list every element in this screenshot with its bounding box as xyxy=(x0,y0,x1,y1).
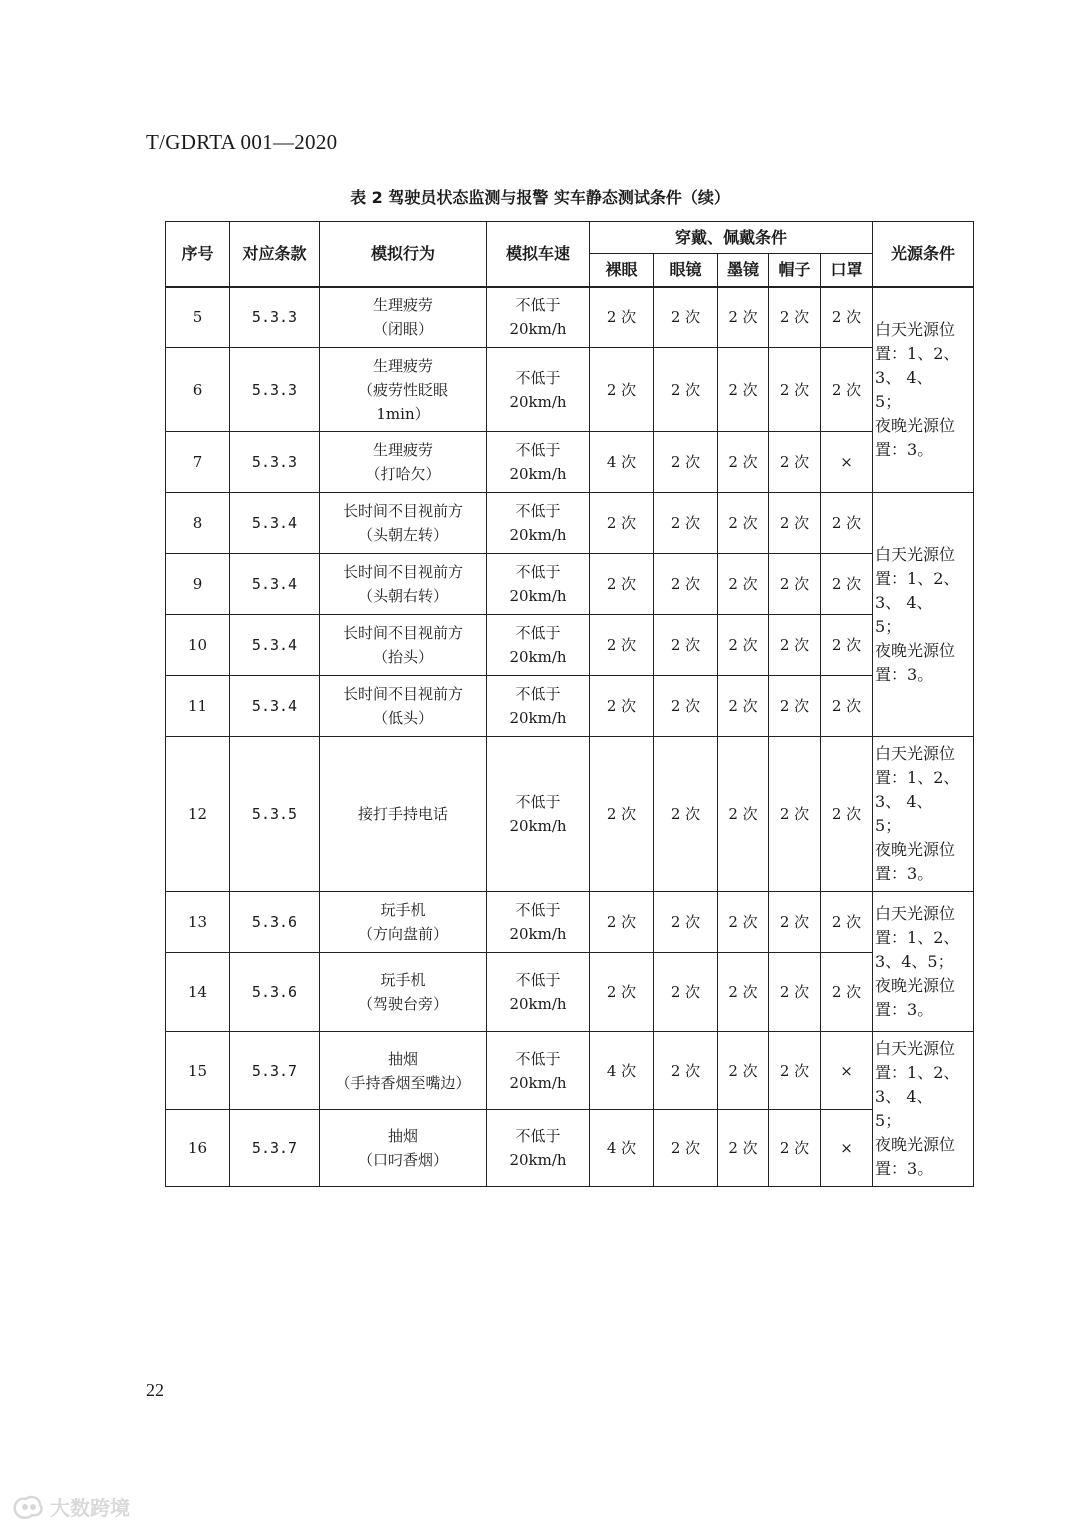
cell-behavior-line: 玩手机 xyxy=(380,971,426,989)
document-code: T/GDRTA 001—2020 xyxy=(146,130,338,154)
watermark-text: 大数跨境 xyxy=(50,1496,130,1520)
cell-wear-hat: 2 次 xyxy=(769,493,821,554)
table-title: 表 2 驾驶员状态监测与报警 实车静态测试条件（续） xyxy=(350,188,730,207)
cell-wear-sunglasses: 2 次 xyxy=(718,432,769,493)
header-wear-mask: 口罩 xyxy=(821,254,873,287)
cell-speed-line: 20km/h xyxy=(509,648,567,666)
cell-speed-line: 20km/h xyxy=(509,995,567,1013)
table-row xyxy=(166,493,974,554)
cell-behavior-line: 接打手持电话 xyxy=(357,805,448,823)
cell-wear-mask: 2 次 xyxy=(821,348,873,432)
cell-speed-line: 不低于 xyxy=(515,624,561,642)
cell-wear-glasses: 2 次 xyxy=(654,287,718,348)
cell-behavior xyxy=(320,348,487,432)
cell-wear-glasses: 2 次 xyxy=(654,554,718,615)
cell-behavior xyxy=(320,554,487,615)
cell-behavior xyxy=(320,615,487,676)
header-speed: 模拟车速 xyxy=(487,222,590,287)
cell-behavior xyxy=(320,953,487,1032)
cell-clause: 5.3.4 xyxy=(230,615,320,676)
cell-wear-naked-eye: 2 次 xyxy=(590,287,654,348)
cell-seq: 13 xyxy=(166,892,230,953)
cell-wear-sunglasses: 2 次 xyxy=(718,737,769,892)
cell-behavior-line: （驾驶台旁） xyxy=(357,995,448,1013)
cell-behavior-line: （手持香烟至嘴边） xyxy=(335,1073,471,1092)
cell-behavior-line: 生理疲劳 xyxy=(372,296,433,315)
test-conditions-table xyxy=(165,221,974,1187)
cell-speed-line: 不低于 xyxy=(515,1049,561,1068)
cell-speed xyxy=(487,493,590,554)
cell-speed xyxy=(487,348,590,432)
cell-speed xyxy=(487,287,590,348)
header-wear-hat: 帽子 xyxy=(769,254,821,287)
cell-wear-hat: 2 次 xyxy=(769,1032,821,1110)
cell-clause: 5.3.3 xyxy=(230,348,320,432)
cell-seq: 15 xyxy=(166,1032,230,1110)
cell-light-condition-line: 白天光源位 xyxy=(875,1039,956,1058)
cell-behavior-line: （低头） xyxy=(372,709,433,727)
header-wear-sunglasses: 墨镜 xyxy=(718,254,769,287)
cell-behavior xyxy=(320,1032,487,1110)
cell-light-condition-line: 置：3。 xyxy=(875,864,934,883)
cell-wear-sunglasses: 2 次 xyxy=(718,892,769,953)
cell-behavior xyxy=(320,892,487,953)
cell-wear-naked-eye: 2 次 xyxy=(590,953,654,1032)
cell-light-condition xyxy=(873,737,974,892)
cell-seq: 5 xyxy=(166,287,230,348)
table-row xyxy=(166,1110,974,1187)
cell-light-condition-line: 白天光源位 xyxy=(875,744,956,763)
table-row xyxy=(166,554,974,615)
cell-wear-naked-eye: 4 次 xyxy=(590,1110,654,1187)
cell-wear-mask: 2 次 xyxy=(821,615,873,676)
cell-wear-sunglasses: 2 次 xyxy=(718,615,769,676)
header-clause: 对应条款 xyxy=(230,222,320,287)
cell-light-condition-line: 3、 4、 xyxy=(875,1087,933,1106)
cell-light-condition-line: 3、 4、 xyxy=(875,367,933,387)
cell-behavior-line: 生理疲劳 xyxy=(372,441,433,459)
cell-wear-mask: 2 次 xyxy=(821,892,873,953)
cell-behavior-line: （方向盘前） xyxy=(357,925,448,943)
cell-behavior-line: （疲劳性眨眼 xyxy=(357,380,448,399)
cell-behavior-line: 生理疲劳 xyxy=(372,356,433,375)
cell-wear-sunglasses: 2 次 xyxy=(718,287,769,348)
cell-wear-sunglasses: 2 次 xyxy=(718,1032,769,1110)
table-row xyxy=(166,348,974,432)
cell-speed-line: 20km/h xyxy=(509,1073,567,1092)
cell-seq: 8 xyxy=(166,493,230,554)
cell-wear-mask: × xyxy=(821,1032,873,1110)
cell-wear-glasses: 2 次 xyxy=(654,432,718,493)
cell-light-condition-line: 5； xyxy=(875,391,902,411)
cell-light-condition-line: 置：1、2、 xyxy=(875,1063,960,1082)
cell-light-condition-line: 置：3。 xyxy=(875,999,934,1019)
cell-speed-line: 不低于 xyxy=(515,793,561,811)
cell-behavior-line: （口叼香烟） xyxy=(357,1151,448,1169)
cell-light-condition-line: 5； xyxy=(875,1111,902,1130)
cell-speed xyxy=(487,892,590,953)
cell-speed-line: 不低于 xyxy=(515,502,561,520)
cell-seq: 9 xyxy=(166,554,230,615)
cell-behavior xyxy=(320,287,487,348)
cell-light-condition-line: 夜晚光源位 xyxy=(875,415,956,435)
cell-light-condition-line: 3、 4、 xyxy=(875,592,933,612)
cell-speed-line: 20km/h xyxy=(509,320,567,339)
cell-seq: 7 xyxy=(166,432,230,493)
cell-speed-line: 20km/h xyxy=(509,709,567,727)
cell-wear-naked-eye: 2 次 xyxy=(590,892,654,953)
cell-seq: 11 xyxy=(166,676,230,737)
cell-wear-sunglasses: 2 次 xyxy=(718,1110,769,1187)
cell-wear-mask: 2 次 xyxy=(821,676,873,737)
cell-behavior xyxy=(320,493,487,554)
cell-light-condition-line: 5； xyxy=(875,816,902,835)
cell-speed-line: 20km/h xyxy=(509,817,567,835)
header-wear-group: 穿戴、佩戴条件 xyxy=(590,222,873,254)
header-wear-glasses: 眼镜 xyxy=(654,254,718,287)
cell-light-condition-line: 夜晚光源位 xyxy=(875,640,956,660)
cell-wear-glasses: 2 次 xyxy=(654,892,718,953)
cell-behavior-line: （头朝左转） xyxy=(357,526,448,544)
header-light: 光源条件 xyxy=(873,222,974,287)
cell-clause: 5.3.4 xyxy=(230,676,320,737)
cell-seq: 16 xyxy=(166,1110,230,1187)
cell-behavior-line: 长时间不目视前方 xyxy=(342,502,463,520)
cell-light-condition-line: 置：3。 xyxy=(875,439,934,459)
cell-speed xyxy=(487,1110,590,1187)
cell-light-condition xyxy=(873,892,974,1032)
cell-speed-line: 20km/h xyxy=(509,1151,567,1169)
cell-light-condition-line: 置：1、2、 xyxy=(875,568,960,588)
cell-wear-glasses: 2 次 xyxy=(654,493,718,554)
cell-wear-mask: 2 次 xyxy=(821,287,873,348)
cell-behavior-line: 长时间不目视前方 xyxy=(342,685,463,703)
cell-wear-hat: 2 次 xyxy=(769,892,821,953)
header-behavior: 模拟行为 xyxy=(320,222,487,287)
cell-wear-mask: 2 次 xyxy=(821,737,873,892)
cell-wear-hat: 2 次 xyxy=(769,615,821,676)
header-seq: 序号 xyxy=(166,222,230,287)
cell-wear-hat: 2 次 xyxy=(769,676,821,737)
cell-wear-sunglasses: 2 次 xyxy=(718,554,769,615)
cell-clause: 5.3.4 xyxy=(230,493,320,554)
cell-behavior-line: 长时间不目视前方 xyxy=(342,563,463,581)
cell-wear-mask: 2 次 xyxy=(821,953,873,1032)
cell-speed-line: 20km/h xyxy=(509,526,567,544)
cell-light-condition-line: 置：3。 xyxy=(875,664,934,684)
cell-speed-line: 不低于 xyxy=(515,368,561,387)
cell-behavior-line: （闭眼） xyxy=(372,320,433,339)
cell-seq: 10 xyxy=(166,615,230,676)
cell-wear-hat: 2 次 xyxy=(769,432,821,493)
cell-light-condition-line: 白天光源位 xyxy=(875,903,956,923)
cell-speed-line: 不低于 xyxy=(515,971,561,989)
cell-wear-naked-eye: 4 次 xyxy=(590,432,654,493)
cell-wear-sunglasses: 2 次 xyxy=(718,953,769,1032)
cell-behavior-line: 1min） xyxy=(376,404,430,423)
cell-wear-sunglasses: 2 次 xyxy=(718,676,769,737)
cell-wear-naked-eye: 2 次 xyxy=(590,554,654,615)
cell-speed-line: 20km/h xyxy=(509,925,567,943)
cell-behavior-line: 抽烟 xyxy=(387,1049,418,1068)
cell-wear-mask: × xyxy=(821,432,873,493)
cell-light-condition-line: 置：1、2、 xyxy=(875,343,960,363)
page-number: 22 xyxy=(146,1380,164,1400)
cell-behavior xyxy=(320,1110,487,1187)
cell-clause: 5.3.5 xyxy=(230,737,320,892)
cell-speed xyxy=(487,953,590,1032)
brand-logo-icon xyxy=(10,1493,46,1521)
cell-wear-naked-eye: 4 次 xyxy=(590,1032,654,1110)
cell-speed xyxy=(487,554,590,615)
cell-light-condition-line: 夜晚光源位 xyxy=(875,840,956,859)
cell-light-condition xyxy=(873,493,974,737)
table-header xyxy=(166,222,974,287)
cell-clause: 5.3.7 xyxy=(230,1110,320,1187)
cell-wear-mask: 2 次 xyxy=(821,493,873,554)
cell-wear-hat: 2 次 xyxy=(769,953,821,1032)
cell-speed-line: 不低于 xyxy=(515,901,561,919)
table-row xyxy=(166,1032,974,1110)
cell-light-condition-line: 夜晚光源位 xyxy=(875,1135,956,1154)
cell-speed-line: 不低于 xyxy=(515,563,561,581)
cell-clause: 5.3.3 xyxy=(230,432,320,493)
cell-seq: 14 xyxy=(166,953,230,1032)
cell-wear-mask: × xyxy=(821,1110,873,1187)
cell-wear-mask: 2 次 xyxy=(821,554,873,615)
cell-wear-hat: 2 次 xyxy=(769,1110,821,1187)
cell-wear-naked-eye: 2 次 xyxy=(590,615,654,676)
cell-speed-line: 20km/h xyxy=(509,587,567,605)
table-row xyxy=(166,676,974,737)
cell-seq: 6 xyxy=(166,348,230,432)
cell-wear-glasses: 2 次 xyxy=(654,348,718,432)
table-row xyxy=(166,287,974,348)
cell-light-condition-line: 夜晚光源位 xyxy=(875,975,956,995)
cell-speed xyxy=(487,676,590,737)
cell-speed-line: 20km/h xyxy=(509,392,567,411)
cell-wear-glasses: 2 次 xyxy=(654,676,718,737)
table-body xyxy=(166,287,974,1187)
cell-light-condition-line: 白天光源位 xyxy=(875,319,956,339)
table-row xyxy=(166,953,974,1032)
cell-light-condition-line: 3、4、5； xyxy=(875,951,954,971)
cell-light-condition-line: 3、 4、 xyxy=(875,792,933,811)
watermark xyxy=(10,1492,130,1521)
cell-speed xyxy=(487,737,590,892)
cell-light-condition-line: 置：3。 xyxy=(875,1159,934,1178)
cell-behavior-line: （打哈欠） xyxy=(365,465,441,483)
cell-clause: 5.3.6 xyxy=(230,953,320,1032)
cell-speed-line: 不低于 xyxy=(515,685,561,703)
table-row xyxy=(166,432,974,493)
cell-speed-line: 不低于 xyxy=(515,1127,561,1145)
cell-wear-naked-eye: 2 次 xyxy=(590,737,654,892)
cell-clause: 5.3.7 xyxy=(230,1032,320,1110)
cell-wear-hat: 2 次 xyxy=(769,737,821,892)
cell-wear-glasses: 2 次 xyxy=(654,1032,718,1110)
cell-wear-glasses: 2 次 xyxy=(654,737,718,892)
cell-light-condition-line: 置：1、2、 xyxy=(875,768,960,787)
header-wear-naked-eye: 裸眼 xyxy=(590,254,654,287)
cell-light-condition xyxy=(873,1032,974,1187)
cell-behavior xyxy=(320,432,487,493)
cell-clause: 5.3.6 xyxy=(230,892,320,953)
cell-clause: 5.3.3 xyxy=(230,287,320,348)
cell-light-condition xyxy=(873,287,974,493)
cell-wear-naked-eye: 2 次 xyxy=(590,493,654,554)
cell-wear-naked-eye: 2 次 xyxy=(590,676,654,737)
cell-light-condition-line: 置：1、2、 xyxy=(875,927,960,947)
cell-speed-line: 不低于 xyxy=(515,441,561,459)
cell-behavior-line: 玩手机 xyxy=(380,901,426,919)
cell-speed-line: 20km/h xyxy=(509,465,567,483)
cell-speed xyxy=(487,1032,590,1110)
cell-clause: 5.3.4 xyxy=(230,554,320,615)
cell-seq: 12 xyxy=(166,737,230,892)
cell-wear-sunglasses: 2 次 xyxy=(718,493,769,554)
cell-light-condition-line: 白天光源位 xyxy=(875,544,956,564)
cell-wear-glasses: 2 次 xyxy=(654,1110,718,1187)
cell-wear-naked-eye: 2 次 xyxy=(590,348,654,432)
cell-wear-glasses: 2 次 xyxy=(654,953,718,1032)
cell-wear-sunglasses: 2 次 xyxy=(718,348,769,432)
cell-speed xyxy=(487,432,590,493)
table-row xyxy=(166,892,974,953)
table-row xyxy=(166,737,974,892)
cell-wear-glasses: 2 次 xyxy=(654,615,718,676)
cell-behavior xyxy=(320,737,487,892)
cell-light-condition-line: 5； xyxy=(875,616,902,636)
cell-speed xyxy=(487,615,590,676)
cell-wear-hat: 2 次 xyxy=(769,348,821,432)
cell-wear-hat: 2 次 xyxy=(769,554,821,615)
cell-behavior-line: 抽烟 xyxy=(387,1127,418,1145)
cell-behavior-line: （抬头） xyxy=(372,648,433,666)
cell-wear-hat: 2 次 xyxy=(769,287,821,348)
cell-speed-line: 不低于 xyxy=(515,296,561,315)
cell-behavior-line: （头朝右转） xyxy=(357,587,448,605)
cell-behavior-line: 长时间不目视前方 xyxy=(342,624,463,642)
cell-behavior xyxy=(320,676,487,737)
table-row xyxy=(166,615,974,676)
